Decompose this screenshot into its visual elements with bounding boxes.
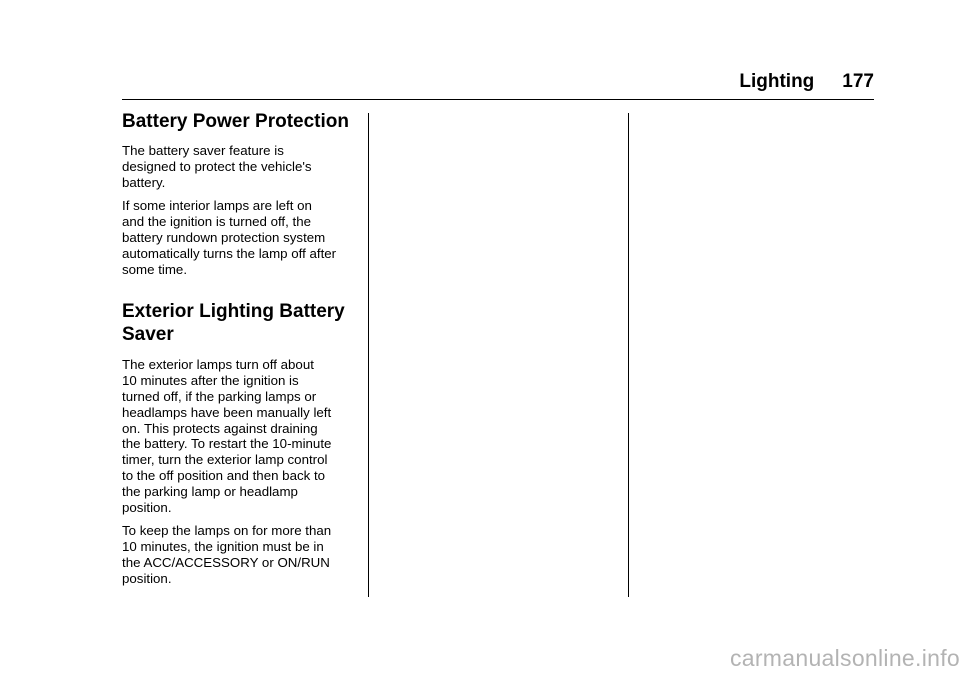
paragraph: The battery saver feature is designed to protect the vehicle's battery. xyxy=(122,143,312,190)
text-column-left xyxy=(122,110,360,595)
paragraph: To keep the lamps on for more than 10 minutes, the ignition must be in the ACC/ACCESSORY or ON/RUN position. xyxy=(122,523,332,586)
header-divider xyxy=(122,99,874,100)
paragraph: The exterior lamps turn off about 10 minutes after the ignition is turned off, if the parking lamps or headlamps have been manually left on. This protects against draining the battery. To restart the 10-minute timer, turn the exterior lamp control to the off position and then back to the parking lamp or headlamp position. xyxy=(122,357,332,515)
page-number: 177 xyxy=(842,71,874,92)
section-title: Lighting xyxy=(739,71,815,92)
page-header xyxy=(739,70,874,94)
paragraph: If some interior lamps are left on and the ignition is turned off, the battery rundown protection system automatically turns the lamp off after some time. xyxy=(122,198,337,277)
heading-battery-power-protection: Battery Power Protection xyxy=(122,111,349,132)
watermark: carmanualsonline.info xyxy=(729,645,960,671)
column-divider-right xyxy=(628,113,629,597)
heading-exterior-lighting-battery-saver: Exterior Lighting Battery Saver xyxy=(122,301,345,346)
column-divider-left xyxy=(368,113,369,597)
